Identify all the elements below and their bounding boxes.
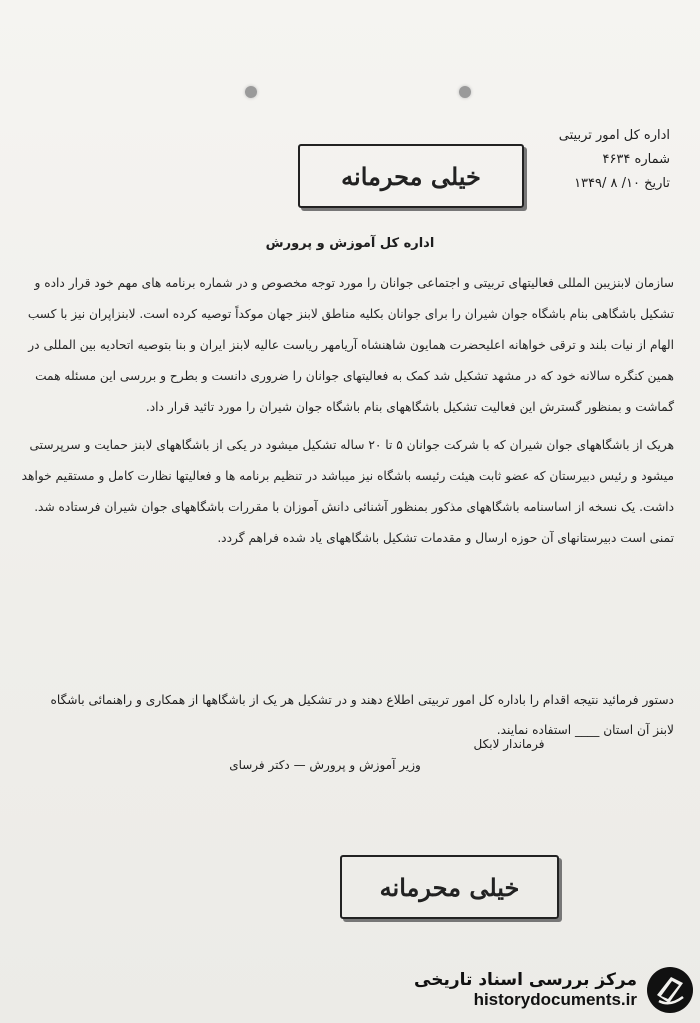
signature-line: وزیر آموزش و پرورش — دکتر فرسای (229, 758, 421, 772)
archive-logo-icon (645, 965, 695, 1015)
punch-hole-right (459, 86, 471, 98)
signature-title: فرماندار لابکل (473, 737, 545, 751)
paragraph-2: هریک از باشگاههای جوان شیران که با شرکت جوانان ۵ تا ۲۰ ساله تشکیل میشود در یکی از باشگاههای لابنز حمایت و سرپرستی میشود و رئیس دبیرستان که عضو ثابت هیئت رئیسه باشگاه نیز میباشد در تنظیم برنامه ها و فعالیتها نظارت کامل و مستقیم خواهد داشت. یک نسخه از اساسنامه باشگاههای مذکور بمنظور آشنائی دانش آموزان با مقررات باشگاههای جوان شیران فرستاده شد. تمنی است دبیرستانهای آن حوزه ارسال و مقدمات تشکیل باشگاههای یاد شده فراهم گردد. (21, 438, 674, 545)
header-number: شماره ۴۶۳۴ (602, 152, 670, 167)
recipient-title: اداره کل آموزش و پرورش (265, 236, 435, 251)
watermark-logo (410, 962, 695, 1017)
header-office: اداره کل امور تربیتی (558, 128, 670, 143)
paragraph-1: سازمان لابنزیبن المللی فعالیتهای تربیتی و اجتماعی جوانان را مورد توجه مخصوص و در شماره برنامه های مهم خود قرار داده و تشکیل باشگاهی بنام باشگاه جوان شیران را برای جوانان بکلیه مناطق لابنز جهان موکداً توصیه کرده است. لابنزاپران نیز با کسب الهام از نیات بلند و ترقی خواهانه اعلیحضرت همایون شاهنشاه آریامهر ریاست عالیه لابنز ایران و بنا بتوصیه اتحادیه بین المللی در همین کنگره سالانه خود که در مشهد تشکیل شد کمک به فعالیتهای جوانان را ضروری دانست و بطرح و بررسی این مسئله همت گماشت و بمنظور گسترش این فعالیت تشکیل باشگاههای بنام باشگاه جوان شیران را مورد تائید قرار داد. (27, 276, 674, 414)
closing-paragraph: دستور فرمائید نتیجه اقدام را باداره کل امور تربیتی اطلاع دهند و در تشکیل هر یک از باشگاهها از همکاری و راهنمائی باشگاه لابنز آن استان ____ استفاده نمایند. (50, 693, 674, 737)
confidential-stamp-top: خیلی محرمانه (298, 144, 524, 208)
logo-name: مرکز بررسی اسناد تاریخی (414, 969, 637, 990)
header-date: تاریخ ۱۰/ ۸ /۱۳۴۹ (574, 176, 670, 191)
punch-hole-left (245, 86, 257, 98)
confidential-stamp-bottom: خیلی محرمانه (340, 855, 559, 919)
letter-body (14, 268, 674, 554)
logo-url: historydocuments.ir (473, 989, 637, 1009)
